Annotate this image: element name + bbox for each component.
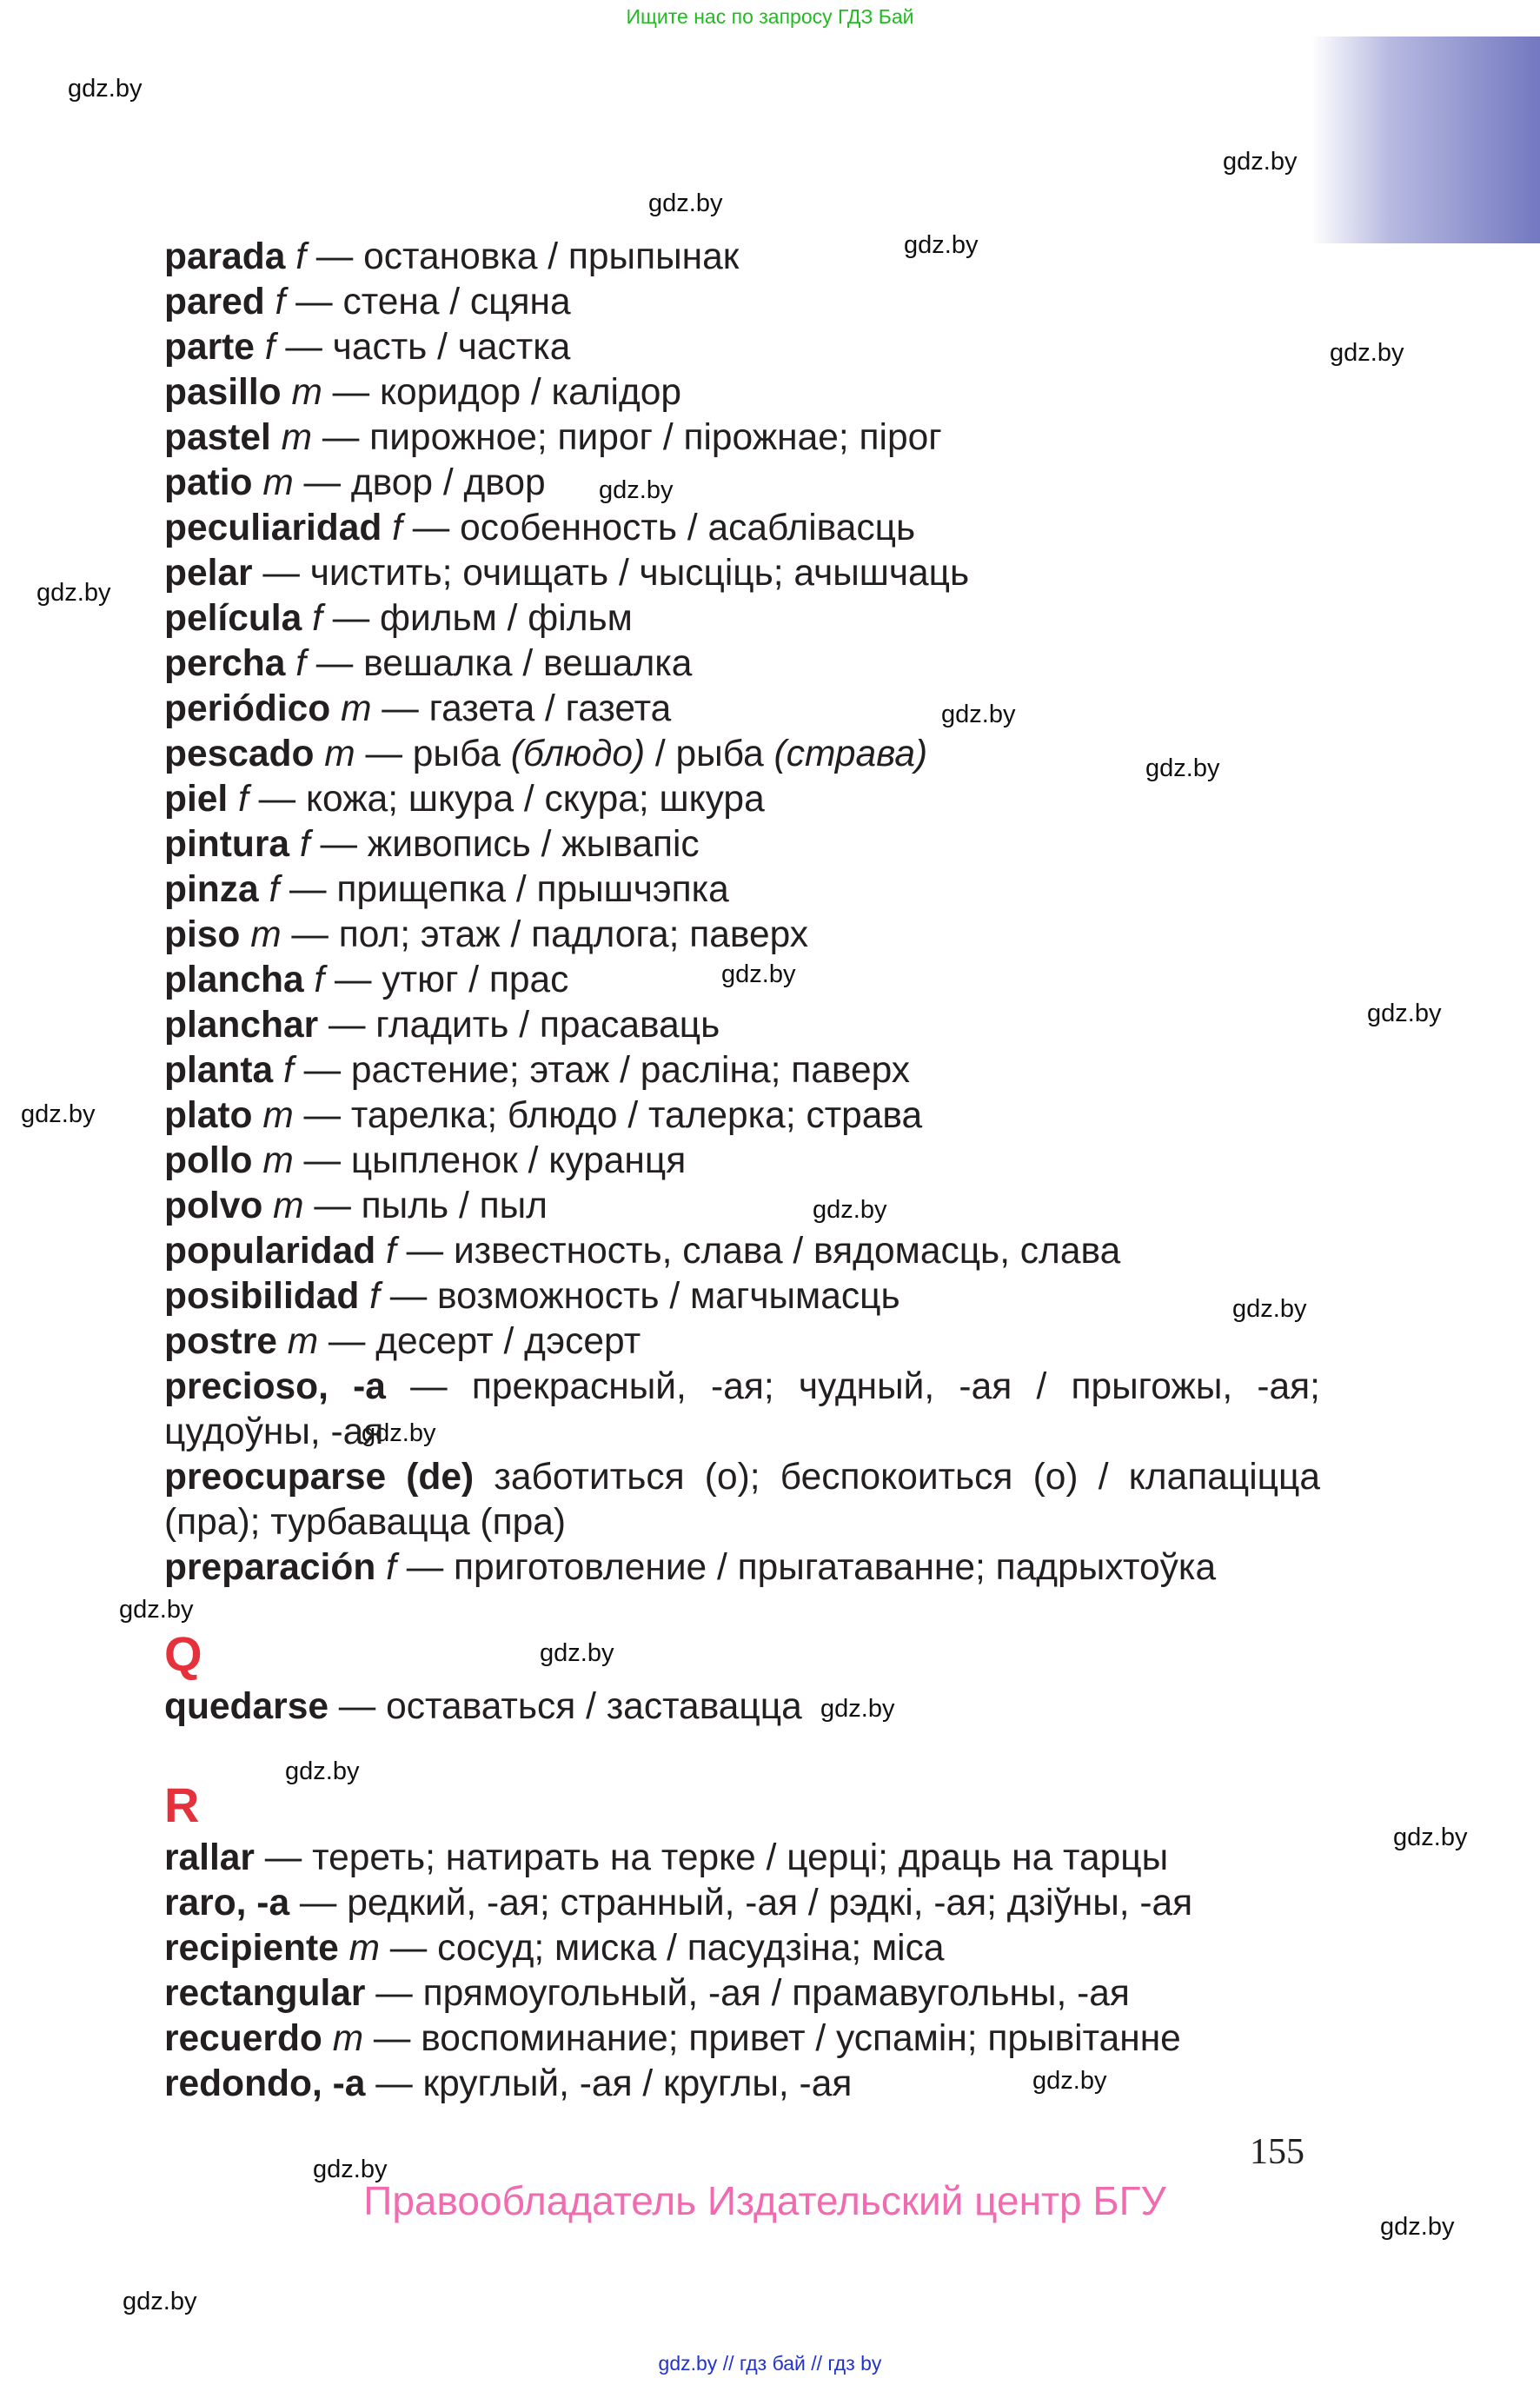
watermark: gdz.by bbox=[820, 1695, 895, 1723]
watermark: gdz.by bbox=[813, 1196, 887, 1224]
entry-headword: plato bbox=[164, 1095, 253, 1136]
entry-headword: preparación bbox=[164, 1547, 376, 1588]
entry-translation: — особенность / асаблівасць bbox=[402, 508, 916, 548]
entry-translation: — живопись / жывапіс bbox=[309, 824, 700, 865]
entry-translation: — возможность / магчымасць bbox=[379, 1276, 900, 1317]
entry-translation: — гладить / прасаваць bbox=[318, 1005, 720, 1046]
watermark: gdz.by bbox=[362, 1419, 436, 1447]
copyright-notice bbox=[0, 2177, 1540, 2224]
entry-translation: — известность, слава / вядомасць, слава bbox=[395, 1231, 1121, 1272]
entry-translation: — стена / сцяна bbox=[285, 282, 571, 322]
entry-gender: m bbox=[262, 1140, 294, 1181]
entry-gender: f bbox=[264, 327, 275, 368]
entry-translation: — прекрасный, -ая; чудный, -ая / прыгожы, -ая; цудоўны, -ая bbox=[164, 1366, 1320, 1452]
entry-headword: peculiaridad bbox=[164, 508, 382, 548]
dictionary-entry bbox=[164, 2016, 1320, 2062]
dictionary-entry bbox=[164, 1926, 1320, 1971]
dictionary-entry bbox=[164, 867, 1320, 913]
entry-gender: f bbox=[282, 1050, 294, 1091]
entry-translation: — остановка / прыпынак bbox=[306, 236, 740, 277]
watermark: gdz.by bbox=[1330, 339, 1404, 367]
entry-translation: — приготовление / прыгатаванне; падрыхтоўка bbox=[395, 1547, 1217, 1588]
watermark: gdz.by bbox=[1145, 754, 1220, 782]
entry-headword: raro, -a bbox=[164, 1883, 290, 1923]
entry-translation: — пыль / пыл bbox=[303, 1186, 548, 1226]
entry-translation: — утюг / прас bbox=[324, 960, 569, 1000]
entry-gender: m bbox=[324, 734, 355, 774]
entry-translation: — тарелка; блюдо / талерка; страва bbox=[293, 1095, 923, 1136]
entry-translation: — пирожное; пирог / пірожнае; пірог bbox=[312, 417, 942, 458]
watermark: gdz.by bbox=[904, 231, 979, 259]
entry-headword: precioso, -a bbox=[164, 1366, 386, 1407]
watermark: gdz.by bbox=[1380, 2213, 1455, 2241]
watermark: gdz.by bbox=[599, 476, 674, 504]
entry-translation-part: / рыба bbox=[645, 734, 774, 774]
entry-gender: f bbox=[386, 1547, 396, 1588]
dictionary-entry bbox=[164, 1184, 1320, 1229]
dictionary-entry bbox=[164, 1684, 1320, 1730]
entry-headword: plancha bbox=[164, 960, 304, 1000]
dictionary-entry bbox=[164, 2062, 1320, 2107]
entry-translation: — вешалка / вешалка bbox=[306, 643, 693, 684]
entry-translation: — двор / двор bbox=[293, 462, 546, 503]
entry-headword: pescado bbox=[164, 734, 315, 774]
entry-gender: f bbox=[275, 282, 286, 322]
entry-headword: pinza bbox=[164, 869, 259, 910]
entry-headword: polvo bbox=[164, 1186, 263, 1226]
entry-translation: — редкий, -ая; странный, -ая / рэдкі, -ая; дзіўны, -ая bbox=[289, 1883, 1193, 1923]
entry-note: (блюдо) bbox=[510, 734, 646, 774]
entry-gender: f bbox=[314, 960, 325, 1000]
top-banner: Ищите нас по запросу ГДЗ Бай bbox=[626, 5, 914, 28]
entry-headword: pintura bbox=[164, 824, 290, 865]
entries-letter-q bbox=[164, 1684, 1320, 1730]
entry-headword: preocuparse (de) bbox=[164, 1457, 475, 1498]
entry-translation: — цыпленок / куранця bbox=[293, 1140, 687, 1181]
entry-headword: percha bbox=[164, 643, 286, 684]
watermark: gdz.by bbox=[648, 189, 723, 217]
dictionary-entry bbox=[164, 732, 1320, 777]
corner-gradient-block bbox=[1311, 37, 1540, 243]
dictionary-entry bbox=[164, 596, 1320, 641]
entry-headword: pastel bbox=[164, 417, 271, 458]
entry-gender: m bbox=[273, 1186, 304, 1226]
entry-gender: f bbox=[295, 643, 306, 684]
entry-headword: periódico bbox=[164, 688, 331, 729]
entry-headword: planchar bbox=[164, 1005, 319, 1046]
entry-translation: — оставаться / заставацца bbox=[328, 1686, 802, 1727]
dictionary-entry bbox=[164, 415, 1320, 461]
watermark: gdz.by bbox=[1223, 148, 1298, 176]
entry-headword: patio bbox=[164, 462, 253, 503]
entry-headword: pasillo bbox=[164, 372, 282, 413]
dictionary-entry bbox=[164, 777, 1320, 822]
dictionary-entry bbox=[164, 1093, 1320, 1139]
entry-gender: f bbox=[295, 236, 306, 277]
entry-headword: pared bbox=[164, 282, 265, 322]
dictionary-entry bbox=[164, 1048, 1320, 1093]
dictionary-entry bbox=[164, 461, 1320, 506]
entry-translation: заботиться (о); беспокоиться (о) / клапаціцца (пра); турбавацца (пра) bbox=[164, 1457, 1320, 1543]
dictionary-entry bbox=[164, 1545, 1320, 1591]
entry-headword: popularidad bbox=[164, 1231, 376, 1272]
entry-gender: m bbox=[281, 417, 313, 458]
entry-headword: parada bbox=[164, 236, 286, 277]
dictionary-entry bbox=[164, 913, 1320, 958]
dictionary-entries bbox=[164, 235, 1320, 2107]
dictionary-entry bbox=[164, 822, 1320, 867]
entry-gender: f bbox=[299, 824, 310, 865]
dictionary-entry bbox=[164, 1003, 1320, 1048]
entries-letter-r bbox=[164, 1836, 1320, 2107]
entry-gender: m bbox=[291, 372, 322, 413]
dictionary-entry bbox=[164, 1836, 1320, 1881]
entry-headword: redondo, -a bbox=[164, 2063, 366, 2104]
watermark: gdz.by bbox=[721, 960, 796, 988]
entry-translation: — фильм / фільм bbox=[322, 598, 633, 639]
entry-headword: quedarse bbox=[164, 1686, 329, 1727]
watermark: gdz.by bbox=[1393, 1824, 1468, 1851]
watermark: gdz.by bbox=[285, 1757, 360, 1785]
entries-letter-p bbox=[164, 235, 1320, 1591]
entry-translation: — тереть; натирать на терке / церці; драць на тарцы bbox=[254, 1837, 1169, 1878]
dictionary-entry bbox=[164, 1365, 1320, 1455]
dictionary-entry bbox=[164, 1971, 1320, 2016]
entry-translation: — часть / частка bbox=[275, 327, 571, 368]
entry-gender: f bbox=[269, 869, 280, 910]
entry-gender: f bbox=[386, 1231, 396, 1272]
dictionary-entry bbox=[164, 506, 1320, 551]
dictionary-entry bbox=[164, 1455, 1320, 1545]
bottom-links: gdz.by // гдз бай // гдз by bbox=[658, 2352, 882, 2375]
watermark: gdz.by bbox=[68, 75, 143, 103]
entry-headword: parte bbox=[164, 327, 255, 368]
dictionary-entry bbox=[164, 370, 1320, 415]
entry-translation: — десерт / дэсерт bbox=[318, 1321, 641, 1362]
entry-gender: m bbox=[262, 1095, 294, 1136]
entry-headword: rectangular bbox=[164, 1973, 366, 2014]
dictionary-entry bbox=[164, 551, 1320, 596]
entry-translation: — рыба bbox=[355, 734, 511, 774]
entry-headword: posibilidad bbox=[164, 1276, 360, 1317]
watermark: gdz.by bbox=[941, 701, 1016, 728]
entry-translation: — пол; этаж / падлога; паверх bbox=[281, 914, 809, 955]
entry-gender: m bbox=[250, 914, 282, 955]
entry-gender: m bbox=[262, 462, 294, 503]
entry-translation: — воспоминание; привет / успамін; прывітанне bbox=[363, 2018, 1181, 2059]
entry-headword: recuerdo bbox=[164, 2018, 322, 2059]
watermark: gdz.by bbox=[21, 1100, 96, 1128]
entry-translation: — кожа; шкура / скура; шкура bbox=[248, 779, 765, 820]
dictionary-entry bbox=[164, 1139, 1320, 1184]
entry-translation: — чистить; очищать / чысціць; ачышчаць bbox=[252, 553, 970, 594]
entry-gender: m bbox=[341, 688, 372, 729]
entry-note: (страва) bbox=[773, 734, 928, 774]
entry-headword: planta bbox=[164, 1050, 274, 1091]
entry-headword: recipiente bbox=[164, 1928, 339, 1969]
entry-translation: — коридор / калідор bbox=[322, 372, 682, 413]
entry-translation: — прищепка / прышчэпка bbox=[279, 869, 729, 910]
letter-heading-r: R bbox=[164, 1777, 200, 1832]
entry-headword: película bbox=[164, 598, 302, 639]
entry-translation: — растение; этаж / расліна; паверх bbox=[293, 1050, 911, 1091]
entry-headword: postre bbox=[164, 1321, 277, 1362]
dictionary-entry bbox=[164, 1881, 1320, 1926]
dictionary-entry bbox=[164, 641, 1320, 687]
dictionary-entry bbox=[164, 1274, 1320, 1319]
entry-gender: f bbox=[312, 598, 322, 639]
entry-gender: f bbox=[238, 779, 249, 820]
dictionary-entry bbox=[164, 1319, 1320, 1365]
entry-headword: piso bbox=[164, 914, 241, 955]
watermark: gdz.by bbox=[37, 579, 111, 607]
watermark: gdz.by bbox=[1232, 1295, 1307, 1323]
watermark: gdz.by bbox=[1032, 2067, 1107, 2095]
dictionary-entry bbox=[164, 325, 1320, 370]
letter-heading-q: Q bbox=[164, 1626, 202, 1681]
page-number: 155 bbox=[1250, 2132, 1304, 2172]
entry-gender: m bbox=[332, 2018, 364, 2059]
dictionary-entry bbox=[164, 958, 1320, 1003]
watermark: gdz.by bbox=[1367, 1000, 1442, 1027]
entry-translation: — прямоугольный, -ая / прамавугольны, -ая bbox=[365, 1973, 1130, 2014]
watermark: gdz.by bbox=[313, 2156, 388, 2183]
watermark: gdz.by bbox=[119, 1596, 194, 1624]
entry-headword: pollo bbox=[164, 1140, 253, 1181]
entry-gender: f bbox=[392, 508, 402, 548]
entry-gender: f bbox=[369, 1276, 380, 1317]
entry-translation: — сосуд; миска / пасудзіна; міса bbox=[380, 1928, 945, 1969]
entry-headword: piel bbox=[164, 779, 229, 820]
entry-gender: m bbox=[348, 1928, 380, 1969]
entry-gender: m bbox=[287, 1321, 319, 1362]
entry-translation: — газета / газета bbox=[371, 688, 672, 729]
entry-translation: — круглый, -ая / круглы, -ая bbox=[365, 2063, 853, 2104]
dictionary-entry bbox=[164, 280, 1320, 325]
watermark: gdz.by bbox=[540, 1639, 614, 1667]
dictionary-entry bbox=[164, 1229, 1320, 1274]
dictionary-entry bbox=[164, 687, 1320, 732]
entry-headword: rallar bbox=[164, 1837, 255, 1878]
copyright-text: Правообладатель Издательский центр БГУ bbox=[363, 2178, 1166, 2223]
dictionary-entry bbox=[164, 235, 1320, 280]
watermark: gdz.by bbox=[123, 2288, 197, 2315]
entry-headword: pelar bbox=[164, 553, 253, 594]
